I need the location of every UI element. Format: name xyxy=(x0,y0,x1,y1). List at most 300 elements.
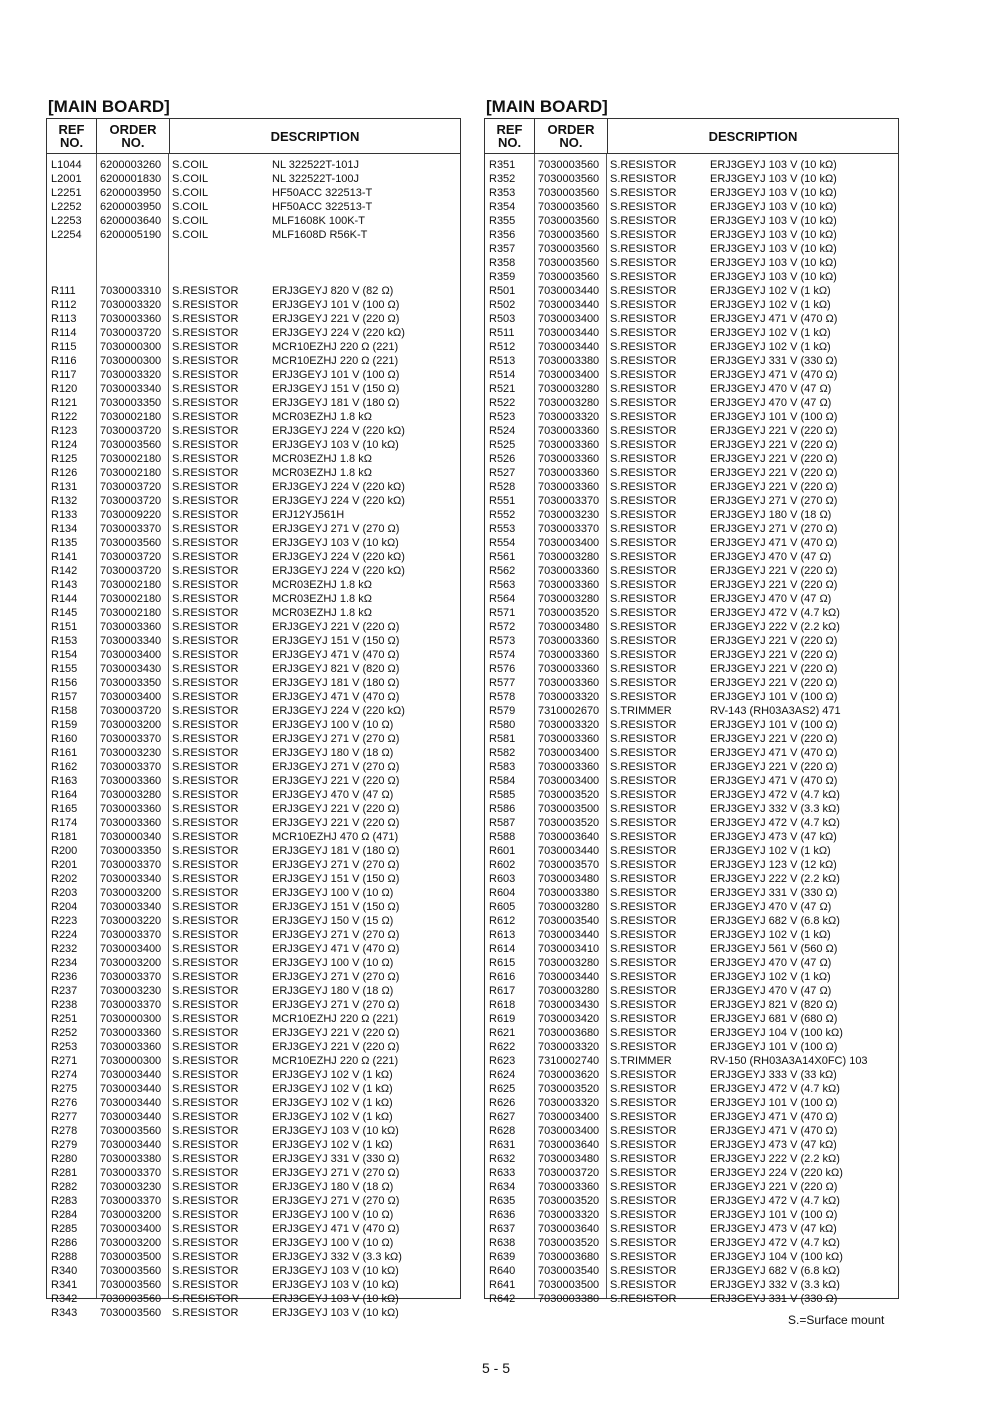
table-row xyxy=(47,494,460,508)
table-row xyxy=(47,1082,460,1096)
table-row xyxy=(47,690,460,704)
part-type-cell: S.RESISTOR xyxy=(610,1251,677,1263)
part-type-cell: S.RESISTOR xyxy=(172,901,239,913)
right-table-header xyxy=(485,119,898,154)
part-type-cell: S.RESISTOR xyxy=(610,285,677,297)
description-cell: ERJ3GEYJ 271 V (270 Ω) xyxy=(272,1195,400,1207)
ref-no-cell: R251 xyxy=(51,1013,78,1025)
part-type-cell: S.RESISTOR xyxy=(610,341,677,353)
description-cell: ERJ3GEYJ 150 V (15 Ω) xyxy=(272,915,394,927)
table-row xyxy=(485,1236,898,1250)
order-no-cell: 7030003380 xyxy=(100,1153,162,1165)
ref-no-cell: R236 xyxy=(51,971,78,983)
part-type-cell: S.RESISTOR xyxy=(610,243,677,255)
table-row xyxy=(485,158,898,172)
table-row xyxy=(485,956,898,970)
page-number: 5 - 5 xyxy=(481,1360,510,1376)
description-cell: ERJ3GEYJ 102 V (1 kΩ) xyxy=(710,299,831,311)
description-cell: MCR10EZHJ 220 Ω (221) xyxy=(272,355,399,367)
table-row xyxy=(485,788,898,802)
ref-no-cell: R126 xyxy=(51,467,78,479)
ref-no-cell: R354 xyxy=(489,201,516,213)
table-row xyxy=(485,270,898,284)
description-cell: ERJ3GEYJ 470 V (47 Ω) xyxy=(710,551,832,563)
description-cell: ERJ3GEYJ 333 V (33 kΩ) xyxy=(710,1069,837,1081)
ref-no-cell: R113 xyxy=(51,313,77,325)
description-cell: ERJ3GEYJ 472 V (4.7 kΩ) xyxy=(710,1083,840,1095)
part-type-cell: S.RESISTOR xyxy=(172,859,239,871)
description-cell: ERJ3GEYJ 470 V (47 Ω) xyxy=(272,789,394,801)
description-cell: ERJ3GEYJ 102 V (1 kΩ) xyxy=(710,341,831,353)
table-row xyxy=(485,564,898,578)
ref-no-cell: R614 xyxy=(489,943,516,955)
description-cell: ERJ3GEYJ 221 V (220 Ω) xyxy=(272,775,400,787)
order-no-cell: 7030003720 xyxy=(100,495,162,507)
part-type-cell: S.RESISTOR xyxy=(610,1041,677,1053)
ref-no-cell: R636 xyxy=(489,1209,516,1221)
table-row xyxy=(485,508,898,522)
description-cell: NL 322522T-100J xyxy=(272,173,360,185)
order-no-cell: 7030003370 xyxy=(538,523,600,535)
part-type-cell: S.RESISTOR xyxy=(610,313,677,325)
ref-no-cell: R624 xyxy=(489,1069,516,1081)
ref-no-cell: R613 xyxy=(489,929,516,941)
order-no-cell: 7030003360 xyxy=(538,453,600,465)
part-type-cell: S.RESISTOR xyxy=(172,355,239,367)
part-type-cell: S.RESISTOR xyxy=(172,719,239,731)
part-type-cell: S.RESISTOR xyxy=(172,985,239,997)
ref-no-cell xyxy=(47,270,96,284)
ref-no-cell: R528 xyxy=(489,481,516,493)
ref-no-cell: R561 xyxy=(489,551,516,563)
part-type-cell: S.RESISTOR xyxy=(172,453,239,465)
table-row xyxy=(47,1026,460,1040)
ref-no-cell: R281 xyxy=(51,1167,78,1179)
part-type-cell: S.RESISTOR xyxy=(610,635,677,647)
order-no-cell: 7030003440 xyxy=(100,1069,162,1081)
order-no-cell: 7030002180 xyxy=(100,607,162,619)
table-row xyxy=(485,256,898,270)
description-cell: ERJ3GEYJ 682 V (6.8 kΩ) xyxy=(710,1265,840,1277)
order-no-cell: 7030003560 xyxy=(538,173,600,185)
part-type-cell: S.RESISTOR xyxy=(172,1293,239,1305)
order-no-cell: 7030003440 xyxy=(100,1083,162,1095)
order-no-cell: 7030003520 xyxy=(538,789,600,801)
table-row xyxy=(485,410,898,424)
ref-no-cell: R642 xyxy=(489,1293,516,1305)
part-type-cell: S.RESISTOR xyxy=(610,159,677,171)
table-row xyxy=(47,340,460,354)
table-row xyxy=(47,1068,460,1082)
part-type-cell: S.RESISTOR xyxy=(610,327,677,339)
order-no-cell: 7030003400 xyxy=(538,1111,600,1123)
order-no-cell: 7030003220 xyxy=(100,915,162,927)
table-row xyxy=(47,1194,460,1208)
order-no-cell: 7030003340 xyxy=(100,383,162,395)
description-cell: ERJ3GEYJ 151 V (150 Ω) xyxy=(272,635,400,647)
description-header xyxy=(170,119,460,153)
table-row xyxy=(485,214,898,228)
ref-no-cell: R282 xyxy=(51,1181,78,1193)
order-no-cell: 7030003360 xyxy=(538,565,600,577)
table-row xyxy=(47,256,460,270)
part-type-cell: S.RESISTOR xyxy=(610,733,677,745)
table-row xyxy=(485,494,898,508)
ref-no-cell: R283 xyxy=(51,1195,78,1207)
order-no-cell: 6200001830 xyxy=(100,173,162,185)
description-cell: ERJ3GEYJ 224 V (220 kΩ) xyxy=(272,565,405,577)
table-row xyxy=(47,872,460,886)
table-row xyxy=(47,228,460,242)
ref-no-cell: R356 xyxy=(489,229,516,241)
description-cell: ERJ3GEYJ 102 V (1 kΩ) xyxy=(710,929,831,941)
ref-no-cell: R573 xyxy=(489,635,516,647)
table-row xyxy=(47,676,460,690)
part-type-cell: S.RESISTOR xyxy=(610,873,677,885)
table-row xyxy=(47,1040,460,1054)
part-type-cell: S.RESISTOR xyxy=(610,943,677,955)
order-no-cell: 7030000300 xyxy=(100,1013,162,1025)
description-cell: ERJ3GEYJ 101 V (100 Ω) xyxy=(272,369,400,381)
part-type-cell: S.RESISTOR xyxy=(610,929,677,941)
part-type-cell: S.RESISTOR xyxy=(172,775,239,787)
ref-no-cell: R580 xyxy=(489,719,516,731)
order-no-cell: 7030002180 xyxy=(100,453,162,465)
ref-no-cell: R125 xyxy=(51,453,78,465)
table-row xyxy=(47,606,460,620)
description-cell: ERJ3GEYJ 271 V (270 Ω) xyxy=(272,999,400,1011)
ref-no-cell: R621 xyxy=(489,1027,516,1039)
order-no-cell: 7030003410 xyxy=(538,943,600,955)
ref-no-cell: R279 xyxy=(51,1139,78,1151)
part-type-cell: S.RESISTOR xyxy=(172,341,239,353)
description-cell: ERJ3GEYJ 101 V (100 Ω) xyxy=(710,1041,838,1053)
surface-mount-footnote: S.=Surface mount xyxy=(788,1313,885,1327)
description-cell: ERJ3GEYJ 473 V (47 kΩ) xyxy=(710,1139,837,1151)
order-no-cell: 7030003380 xyxy=(538,355,600,367)
ref-no-cell: R628 xyxy=(489,1125,516,1137)
table-row xyxy=(485,1180,898,1194)
part-type-cell: S.RESISTOR xyxy=(172,817,239,829)
table-row xyxy=(47,704,460,718)
table-row xyxy=(485,634,898,648)
description-cell: ERJ3GEYJ 103 V (10 kΩ) xyxy=(710,159,837,171)
part-type-cell: S.RESISTOR xyxy=(610,271,677,283)
order-no-cell: 7030003230 xyxy=(538,509,600,521)
part-type-cell: S.COIL xyxy=(172,187,209,199)
description-cell: ERJ3GEYJ 221 V (220 Ω) xyxy=(710,1181,838,1193)
table-row xyxy=(485,242,898,256)
description-cell: ERJ3GEYJ 101 V (100 Ω) xyxy=(272,299,400,311)
order-no-cell: 7030003720 xyxy=(100,481,162,493)
table-row xyxy=(485,998,898,1012)
ref-no-cell: R145 xyxy=(51,607,78,619)
description-cell: HF50ACC 322513-T xyxy=(272,187,373,199)
table-row xyxy=(47,718,460,732)
description-cell: ERJ3GEYJ 103 V (10 kΩ) xyxy=(272,1279,399,1291)
table-row xyxy=(485,606,898,620)
ref-no-cell: R133 xyxy=(51,509,78,521)
description-cell: ERJ3GEYJ 331 V (330 Ω) xyxy=(710,355,838,367)
ref-no-cell: R633 xyxy=(489,1167,516,1179)
description-cell: ERJ3GEYJ 471 V (470 Ω) xyxy=(710,369,838,381)
part-type-cell: S.RESISTOR xyxy=(172,1013,239,1025)
table-row xyxy=(47,396,460,410)
ref-no-cell: R253 xyxy=(51,1041,78,1053)
table-row xyxy=(47,1264,460,1278)
part-type-cell: S.RESISTOR xyxy=(610,831,677,843)
description-cell: ERJ3GEYJ 151 V (150 Ω) xyxy=(272,901,400,913)
order-no-cell: 7030003540 xyxy=(538,1265,600,1277)
part-type-cell: S.RESISTOR xyxy=(610,649,677,661)
ref-no-cell: R618 xyxy=(489,999,516,1011)
ref-no-cell: R521 xyxy=(489,383,516,395)
table-row xyxy=(485,1194,898,1208)
ref-no-cell xyxy=(47,242,96,256)
description-cell xyxy=(272,270,460,284)
order-no-cell: 7030003520 xyxy=(538,1195,600,1207)
table-row xyxy=(485,592,898,606)
ref-no-cell: R512 xyxy=(489,341,516,353)
description-cell: ERJ3GEYJ 101 V (100 Ω) xyxy=(710,691,838,703)
description-cell: ERJ3GEYJ 180 V (18 Ω) xyxy=(272,747,394,759)
part-type-cell: S.RESISTOR xyxy=(172,845,239,857)
table-row xyxy=(47,326,460,340)
description-cell: ERJ3GEYJ 472 V (4.7 kΩ) xyxy=(710,817,840,829)
description-cell: ERJ3GEYJ 271 V (270 Ω) xyxy=(272,971,400,983)
order-no-cell: 7030003360 xyxy=(100,313,162,325)
part-type-cell: S.RESISTOR xyxy=(172,1279,239,1291)
ref-no-cell: R634 xyxy=(489,1181,516,1193)
table-row xyxy=(485,354,898,368)
ref-no-cell: R203 xyxy=(51,887,78,899)
order-no-cell: 6200003260 xyxy=(100,159,162,171)
part-type-cell: S.RESISTOR xyxy=(610,1195,677,1207)
table-row xyxy=(485,200,898,214)
description-cell: ERJ3GEYJ 181 V (180 Ω) xyxy=(272,677,400,689)
order-no-cell: 7030003360 xyxy=(538,663,600,675)
table-row xyxy=(47,1054,460,1068)
part-type-cell: S.RESISTOR xyxy=(172,733,239,745)
description-cell: MCR03EZHJ 1.8 kΩ xyxy=(272,579,372,591)
description-cell: ERJ3GEYJ 102 V (1 kΩ) xyxy=(272,1069,393,1081)
ref-no-cell: R132 xyxy=(51,495,78,507)
description-cell: ERJ3GEYJ 224 V (220 kΩ) xyxy=(710,1167,843,1179)
ref-no-cell: R641 xyxy=(489,1279,516,1291)
order-no-cell: 7030003400 xyxy=(538,369,600,381)
part-type-cell: S.RESISTOR xyxy=(610,425,677,437)
part-type-cell: S.RESISTOR xyxy=(610,1125,677,1137)
order-no-cell: 7030003310 xyxy=(100,285,162,297)
part-type-cell: S.RESISTOR xyxy=(172,621,239,633)
description-cell: ERJ3GEYJ 221 V (220 Ω) xyxy=(710,425,838,437)
order-no-cell: 7030002180 xyxy=(100,467,162,479)
order-no-cell: 7030003200 xyxy=(100,1237,162,1249)
ref-no-header-text: REF NO. xyxy=(58,122,85,150)
part-type-cell: S.RESISTOR xyxy=(610,691,677,703)
description-cell: ERJ3GEYJ 221 V (220 Ω) xyxy=(710,579,838,591)
ref-no-cell: R276 xyxy=(51,1097,78,1109)
part-type-cell: S.RESISTOR xyxy=(610,761,677,773)
table-row xyxy=(47,186,460,200)
description-cell: ERJ3GEYJ 221 V (220 Ω) xyxy=(272,313,400,325)
ref-no-cell: R159 xyxy=(51,719,78,731)
ref-no-cell: R181 xyxy=(51,831,78,843)
order-no-cell: 7030003360 xyxy=(538,677,600,689)
order-no-cell: 7030003200 xyxy=(100,887,162,899)
table-row xyxy=(47,1236,460,1250)
order-no-cell: 7030003320 xyxy=(538,691,600,703)
part-type-cell: S.RESISTOR xyxy=(172,1209,239,1221)
description-cell: ERJ3GEYJ 224 V (220 kΩ) xyxy=(272,705,405,717)
ref-no-cell: R277 xyxy=(51,1111,78,1123)
part-type-cell: S.RESISTOR xyxy=(610,1111,677,1123)
description-cell: ERJ3GEYJ 331 V (330 Ω) xyxy=(710,1293,838,1305)
description-cell: ERJ3GEYJ 103 V (10 kΩ) xyxy=(272,1307,399,1319)
order-no-cell: 7030003360 xyxy=(538,579,600,591)
description-cell: ERJ3GEYJ 103 V (10 kΩ) xyxy=(272,1293,399,1305)
description-cell: ERJ3GEYJ 472 V (4.7 kΩ) xyxy=(710,1237,840,1249)
part-type-cell: S.RESISTOR xyxy=(610,663,677,675)
description-cell: ERJ3GEYJ 681 V (680 Ω) xyxy=(710,1013,838,1025)
table-row xyxy=(47,1124,460,1138)
order-no-cell: 7030003560 xyxy=(538,159,600,171)
table-row xyxy=(47,424,460,438)
table-row xyxy=(485,424,898,438)
order-no-cell: 7030003360 xyxy=(538,467,600,479)
order-no-cell: 7030000300 xyxy=(100,341,162,353)
table-row xyxy=(485,452,898,466)
ref-no-cell: R121 xyxy=(51,397,78,409)
table-row xyxy=(485,662,898,676)
order-no-cell: 7030003560 xyxy=(100,1307,162,1319)
ref-no-cell: R563 xyxy=(489,579,516,591)
table-row xyxy=(47,1222,460,1236)
order-no-cell: 7030003440 xyxy=(538,929,600,941)
order-no-cell: 7030003400 xyxy=(100,943,162,955)
order-no-cell: 7030003360 xyxy=(100,1027,162,1039)
table-row xyxy=(47,354,460,368)
order-no-cell: 7030003440 xyxy=(538,299,600,311)
ref-no-cell: R111 xyxy=(51,285,76,297)
description-cell: ERJ3GEYJ 180 V (18 Ω) xyxy=(272,985,394,997)
description-cell: ERJ3GEYJ 471 V (470 Ω) xyxy=(272,943,400,955)
table-row xyxy=(485,900,898,914)
table-row xyxy=(485,1152,898,1166)
order-no-cell: 7030003320 xyxy=(538,1209,600,1221)
ref-no-cell: R640 xyxy=(489,1265,516,1277)
ref-no-cell: R162 xyxy=(51,761,78,773)
order-no-cell: 7030003230 xyxy=(100,747,162,759)
order-no-cell xyxy=(96,270,168,284)
description-cell: ERJ3GEYJ 221 V (220 Ω) xyxy=(272,1027,400,1039)
order-no-cell: 7030003280 xyxy=(538,901,600,913)
part-type-cell: S.RESISTOR xyxy=(610,1153,677,1165)
order-no-cell: 7030009220 xyxy=(100,509,162,521)
part-type-cell: S.RESISTOR xyxy=(610,355,677,367)
ref-no-cell: R357 xyxy=(489,243,516,255)
ref-no-cell: R579 xyxy=(489,705,516,717)
part-type-cell: S.RESISTOR xyxy=(172,971,239,983)
ref-no-cell: R157 xyxy=(51,691,78,703)
ref-no-cell: R280 xyxy=(51,1153,78,1165)
description-cell: ERJ3GEYJ 332 V (3.3 kΩ) xyxy=(710,803,840,815)
order-no-cell: 7030003360 xyxy=(100,775,162,787)
ref-no-cell: R143 xyxy=(51,579,78,591)
ref-no-cell: R237 xyxy=(51,985,78,997)
description-cell: ERJ3GEYJ 221 V (220 Ω) xyxy=(272,817,400,829)
order-no-cell: 7030003370 xyxy=(100,859,162,871)
ref-no-cell: R359 xyxy=(489,271,516,283)
order-no-cell: 7030003440 xyxy=(538,285,600,297)
table-row xyxy=(485,732,898,746)
description-cell: ERJ3GEYJ 473 V (47 kΩ) xyxy=(710,1223,837,1235)
table-row xyxy=(485,340,898,354)
order-no-cell: 7030003400 xyxy=(538,747,600,759)
table-row xyxy=(47,746,460,760)
ref-no-cell: R200 xyxy=(51,845,78,857)
order-no-cell: 7030003380 xyxy=(538,887,600,899)
order-no-cell: 7030003280 xyxy=(538,383,600,395)
part-type-cell: S.RESISTOR xyxy=(610,803,677,815)
table-row xyxy=(485,368,898,382)
part-type-cell: S.RESISTOR xyxy=(172,1083,239,1095)
description-cell: ERJ3GEYJ 221 V (220 Ω) xyxy=(710,439,838,451)
part-type-cell: S.RESISTOR xyxy=(610,397,677,409)
table-row xyxy=(485,704,898,718)
part-type-cell: S.RESISTOR xyxy=(172,943,239,955)
table-row xyxy=(485,438,898,452)
description-cell: ERJ3GEYJ 332 V (3.3 kΩ) xyxy=(272,1251,402,1263)
ref-no-cell: R626 xyxy=(489,1097,516,1109)
part-type-cell: S.COIL xyxy=(172,229,209,241)
order-no-cell: 7030003360 xyxy=(538,1181,600,1193)
part-type-cell: S.RESISTOR xyxy=(172,313,239,325)
description-cell: ERJ3GEYJ 103 V (10 kΩ) xyxy=(272,1265,399,1277)
order-no-cell: 7030003570 xyxy=(538,859,600,871)
description-cell: ERJ3GEYJ 221 V (220 Ω) xyxy=(710,565,838,577)
table-row xyxy=(47,438,460,452)
order-no-cell: 7030003360 xyxy=(538,481,600,493)
description-cell: ERJ3GEYJ 104 V (100 kΩ) xyxy=(710,1027,843,1039)
ref-no-cell: R638 xyxy=(489,1237,516,1249)
description-cell: ERJ3GEYJ 102 V (1 kΩ) xyxy=(710,285,831,297)
order-no-cell: 7030003720 xyxy=(538,1167,600,1179)
part-type-cell: S.RESISTOR xyxy=(610,299,677,311)
ref-no-cell: R165 xyxy=(51,803,78,815)
order-no-cell: 7030000300 xyxy=(100,1055,162,1067)
order-no-cell: 7030003440 xyxy=(538,341,600,353)
order-no-cell: 7030003560 xyxy=(100,1125,162,1137)
part-type-cell: S.RESISTOR xyxy=(610,747,677,759)
description-cell: ERJ3GEYJ 221 V (220 Ω) xyxy=(272,1041,400,1053)
order-no-cell: 7030003520 xyxy=(538,607,600,619)
part-type-cell: S.RESISTOR xyxy=(610,481,677,493)
ref-no-cell: R351 xyxy=(489,159,516,171)
ref-no-cell: R635 xyxy=(489,1195,516,1207)
ref-no-cell: R588 xyxy=(489,831,516,843)
order-no-cell: 7030003560 xyxy=(538,257,600,269)
part-type-cell: S.RESISTOR xyxy=(172,537,239,549)
ref-no-cell: R503 xyxy=(489,313,516,325)
description-cell: ERJ3GEYJ 470 V (47 Ω) xyxy=(710,383,832,395)
ref-no-cell: R164 xyxy=(51,789,78,801)
part-type-cell: S.RESISTOR xyxy=(172,929,239,941)
order-no-cell: 7030003370 xyxy=(100,929,162,941)
description-cell: ERJ3GEYJ 332 V (3.3 kΩ) xyxy=(710,1279,840,1291)
ref-no-cell: R352 xyxy=(489,173,516,185)
order-no-cell: 7030003620 xyxy=(538,1069,600,1081)
